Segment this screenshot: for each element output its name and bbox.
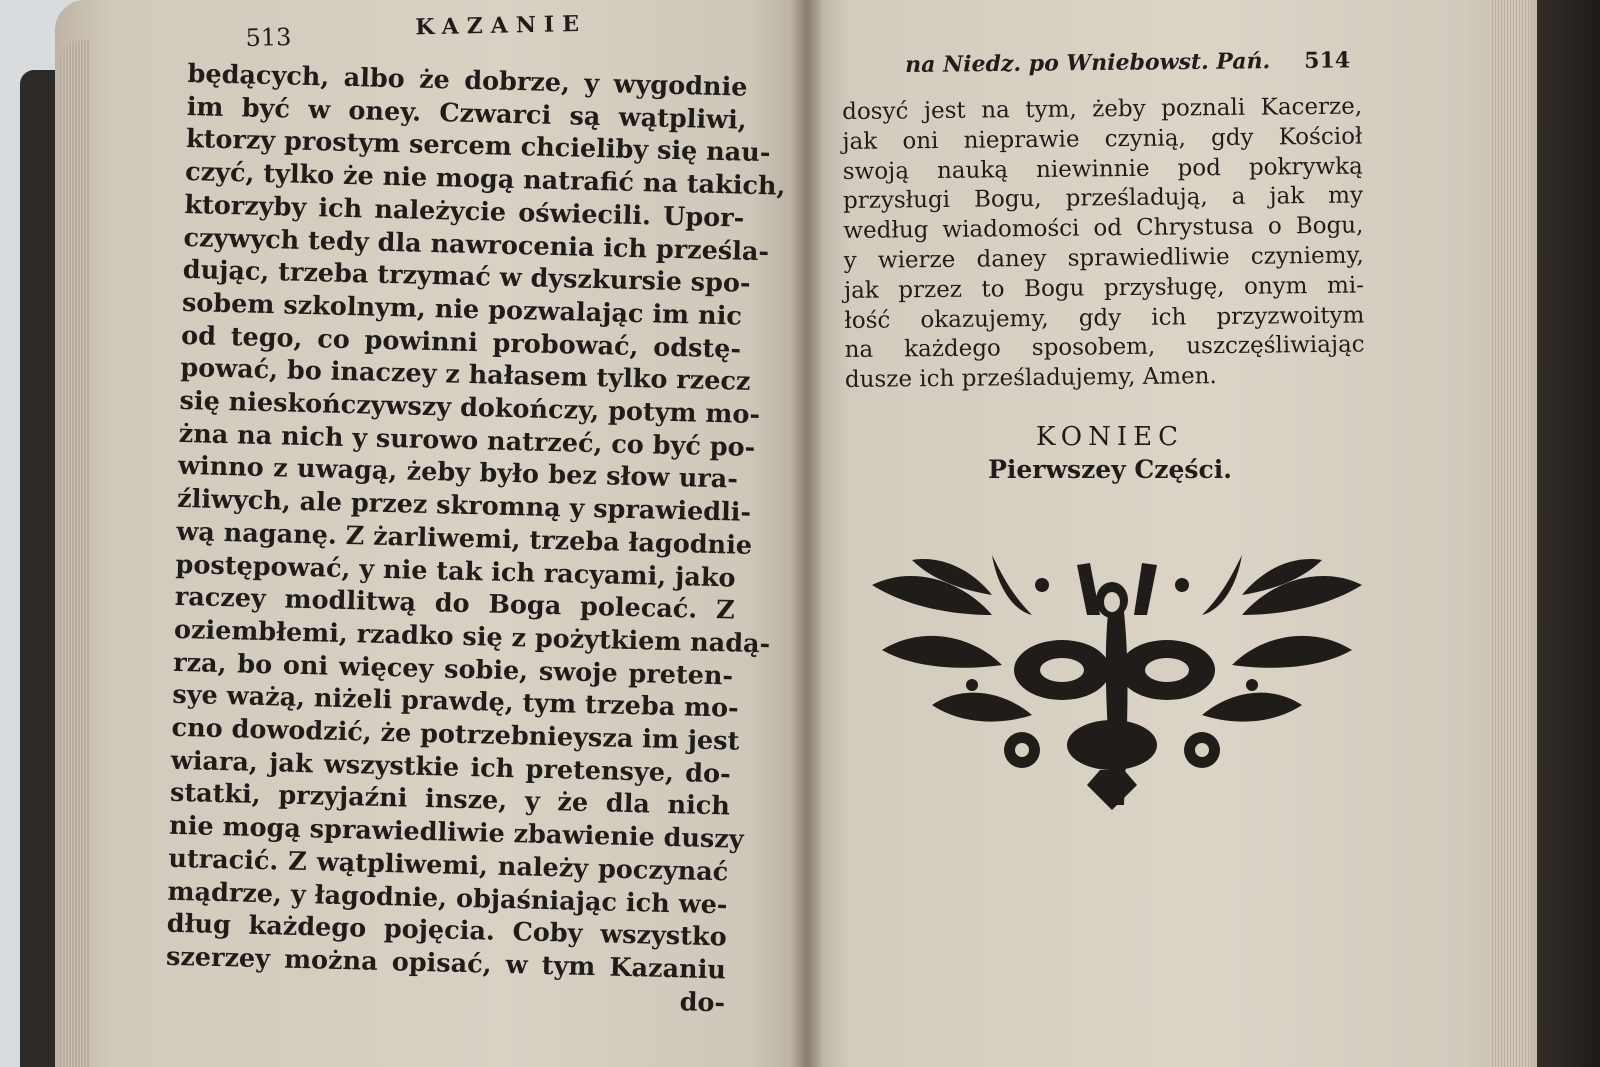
text-line: dosyć jest na tym, żeby poznali Kacerze, [842, 93, 1363, 125]
text-line: od tego, co powinni probować, odstę- [180, 320, 742, 365]
text-line: czyć, tylko że nie mogą natrafić na takich, [184, 157, 786, 202]
text-line: nie mogą sprawiedliwie zbawienie duszy [168, 810, 744, 855]
text-line: wą naganę. Z żarliwemi, trzeba łagodnie [176, 516, 753, 561]
text-line: dusze ich prześladujemy, Amen. [844, 363, 1217, 394]
text-line: jak przez to Bogu przysługę, onym mi- [843, 272, 1365, 304]
right-running-title: na Niedz. po Wniebowst. Pań. [905, 48, 1271, 78]
text-line: utracić. Z wątpliwemi, należy poczynać [168, 843, 729, 888]
text-line: oziembłemi, rzadko się z pożytkiem nadą- [173, 614, 771, 660]
text-line: będących, albo że dobrze, y wygodnie [187, 58, 748, 103]
left-running-title: KAZANIE [415, 10, 588, 41]
text-line: winno z uwagą, żeby było bez słow ura- [177, 451, 739, 495]
text-line: mądrze, y łagodnie, objaśniając ich we- [167, 876, 728, 921]
text-line: pować, bo inaczey z hałasem tylko rzecz [180, 353, 751, 398]
text-line: dując, trzeba trzymać w dyszkursie spo- [182, 255, 751, 300]
text-line: swoją nauką niewinnie pod pokrywką [842, 153, 1363, 185]
end-subheading: Pierwszey Części. [988, 455, 1232, 484]
text-line: postępować, y nie tak ich racyami, jako [175, 549, 736, 594]
right-page-text [842, 93, 1365, 396]
right-page-number: 514 [1304, 47, 1351, 74]
text-line: szerzey można opisać, w tym Kazaniu [165, 941, 727, 986]
text-line: statki, przyjaźni insze, y że dla nich [169, 778, 731, 822]
text-line: według wiadomości od Chrystusa o Bogu, [843, 212, 1364, 245]
text-line: rza, bo oni więcey sobie, swoje preten- [172, 647, 734, 692]
floral-ornament-icon [872, 555, 1362, 810]
text-line: na każdego sposobem, uszczęśliwiając [844, 331, 1365, 364]
text-line: ktorzyby ich należycie oświecili. Upor- [184, 189, 745, 234]
text-line: y wierze daney sprawiedliwie czyniemy, [843, 242, 1364, 274]
text-line: do- [679, 986, 726, 1019]
book-gutter [790, 0, 824, 1067]
end-heading: KONIEC [1036, 422, 1184, 452]
right-page-header [905, 43, 1350, 82]
text-line: czywych tedy dla nawrocenia ich prześla- [183, 222, 770, 267]
text-line: źliwych, ale przez skromną y sprawiedli- [176, 484, 752, 529]
text-line: łość okazujemy, gdy ich przyzwoitym [844, 302, 1365, 334]
text-line: cno dowodzić, że potrzebnieysza im jest [171, 712, 740, 757]
text-line: dług każdego pojęcia. Coby wszystko [166, 909, 728, 953]
text-line: się nieskończywszy dokończy, potym mo- [179, 385, 761, 431]
text-line: żna na nich y surowo natrzeć, co być po- [178, 418, 756, 463]
text-line: im być w oney. Czwarci są wątpliwi, [186, 91, 748, 136]
left-page-number: 513 [245, 23, 292, 52]
text-line: sobem szkolnym, nie pozwalając im nic [181, 287, 743, 332]
left-page-text [165, 58, 786, 1020]
text-line: wiara, jak wszystkie ich pretensye, do- [170, 745, 732, 790]
text-line: sye ważą, niżeli prawdę, tym trzeba mo- [172, 680, 740, 725]
text-line: raczey modlitwą do Boga polecać. Z [174, 582, 736, 626]
text-line: przysługi Bogu, prześladują, a jak my [842, 182, 1364, 215]
right-page-edges [1490, 0, 1530, 1067]
text-line: ktorzy prostym sercem chcieliby się nau- [185, 124, 771, 169]
left-page-edges [60, 40, 90, 1067]
text-line: jak oni nieprawie czynią, gdy Kościoł [842, 123, 1363, 155]
